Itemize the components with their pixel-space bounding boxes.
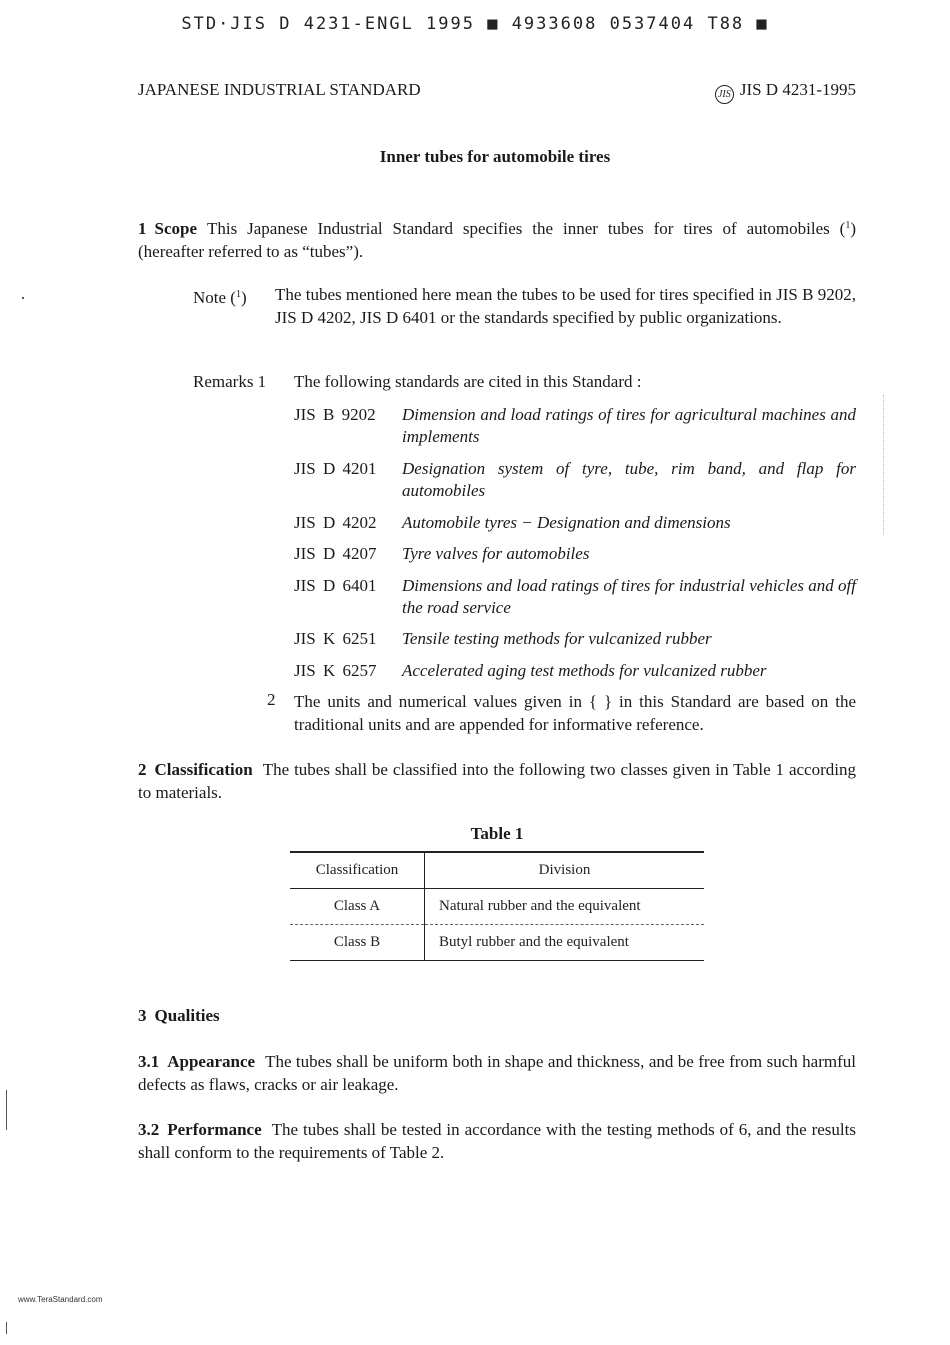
table-row (290, 889, 704, 925)
reference-title: Dimension and load ratings of tires for agricultural machines and implements (402, 405, 856, 446)
table-header-division: Division (425, 852, 705, 889)
classification-heading: Classification (154, 760, 253, 779)
scope-text-before: This Japanese Industrial Standard specifies the inner tubes for tires of automobiles ( (207, 219, 846, 238)
reference-code: JIS D 4201 (294, 459, 377, 478)
reference-code: JIS D 4202 (294, 513, 377, 532)
scope-section (138, 214, 856, 263)
performance-heading: Performance (167, 1120, 262, 1139)
table-1 (290, 851, 704, 961)
scan-artifact-line (6, 1322, 7, 1334)
table-cell-division: Natural rubber and the equivalent (425, 889, 705, 925)
reference-code: JIS D 4207 (294, 544, 377, 563)
reference-title: Designation system of tyre, tube, rim band, and flap for automobiles (402, 459, 856, 500)
reference-title: Tensile testing methods for vulcanized rubber (402, 629, 712, 648)
performance-number: 3.2 (138, 1120, 160, 1139)
performance-text: The tubes shall be tested in accordance with the testing methods of 6, and the results shall conform to the requirements of Table 2. (138, 1120, 856, 1162)
appearance-number: 3.1 (138, 1052, 160, 1071)
standard-name: JAPANESE INDUSTRIAL STANDARD (138, 80, 421, 99)
standard-code-block (715, 80, 856, 104)
reference-code: JIS K 6257 (294, 661, 377, 680)
scope-heading: Scope (154, 219, 197, 238)
scan-artifact-dot (22, 297, 24, 299)
qualities-number: 3 (138, 1006, 147, 1025)
qualities-heading: Qualities (154, 1006, 220, 1025)
scope-text-after: ) (hereafter referred to as “tubes”). (138, 219, 856, 261)
scope-number: 1 (138, 219, 147, 238)
table-cell-division: Butyl rubber and the equivalent (425, 925, 705, 961)
performance-section (138, 1118, 856, 1164)
appearance-section (138, 1050, 856, 1096)
reference-title: Tyre valves for automobiles (402, 544, 590, 563)
scan-artifact-line (883, 395, 885, 535)
table-1-title: Table 1 (470, 824, 524, 843)
reference-title: Dimensions and load ratings of tires for industrial vehicles and off the road service (402, 576, 856, 617)
footer-url: www.TeraStandard.com (18, 1295, 103, 1304)
reference-title: Automobile tyres − Designation and dimensions (402, 513, 731, 532)
note-label: Note ($^1$) (193, 288, 247, 307)
scope-footnote-ref: 1 (845, 220, 851, 231)
reference-code: JIS B 9202 (294, 405, 376, 424)
appearance-text: The tubes shall be uniform both in shape and thickness, and be free from such harmful defects as flaws, cracks or air leakage. (138, 1052, 856, 1094)
remarks-item-1: The following standards are cited in this Standard : (294, 372, 642, 391)
remarks-item-2-text: The units and numerical values given in { } in this Standard are based on the traditional units and are appended for informative reference. (294, 692, 856, 734)
table-header-classification: Classification (290, 852, 425, 889)
jis-mark-icon: JIS (715, 85, 734, 104)
standard-code: JIS D 4231-1995 (739, 80, 856, 99)
reference-code: JIS D 6401 (294, 576, 377, 595)
scan-artifact-line (6, 1090, 7, 1130)
classification-section (138, 758, 856, 804)
appearance-heading: Appearance (167, 1052, 256, 1071)
remarks-item-2-number: 2 (267, 690, 276, 709)
classification-number: 2 (138, 760, 147, 779)
table-cell-class: Class A (290, 889, 425, 925)
table-row (290, 925, 704, 961)
reference-code: JIS K 6251 (294, 629, 377, 648)
qualities-heading-block (138, 1004, 856, 1027)
document-title: Inner tubes for automobile tires (379, 147, 611, 166)
document-header-code: STD·JIS D 4231-ENGL 1995 ■ 4933608 0537404 T88 ■ (181, 14, 769, 34)
note-text: The tubes mentioned here mean the tubes to be used for tires specified in JIS B 9202, JIS D 4202, JIS D 6401 or the standards specified by public organizations. (275, 285, 856, 327)
table-header-row (290, 852, 704, 889)
reference-title: Accelerated aging test methods for vulcanized rubber (402, 661, 767, 680)
table-cell-class: Class B (290, 925, 425, 961)
remarks-label: Remarks 1 (193, 372, 267, 391)
classification-text: The tubes shall be classified into the following two classes given in Table 1 according to materials. (138, 760, 856, 802)
